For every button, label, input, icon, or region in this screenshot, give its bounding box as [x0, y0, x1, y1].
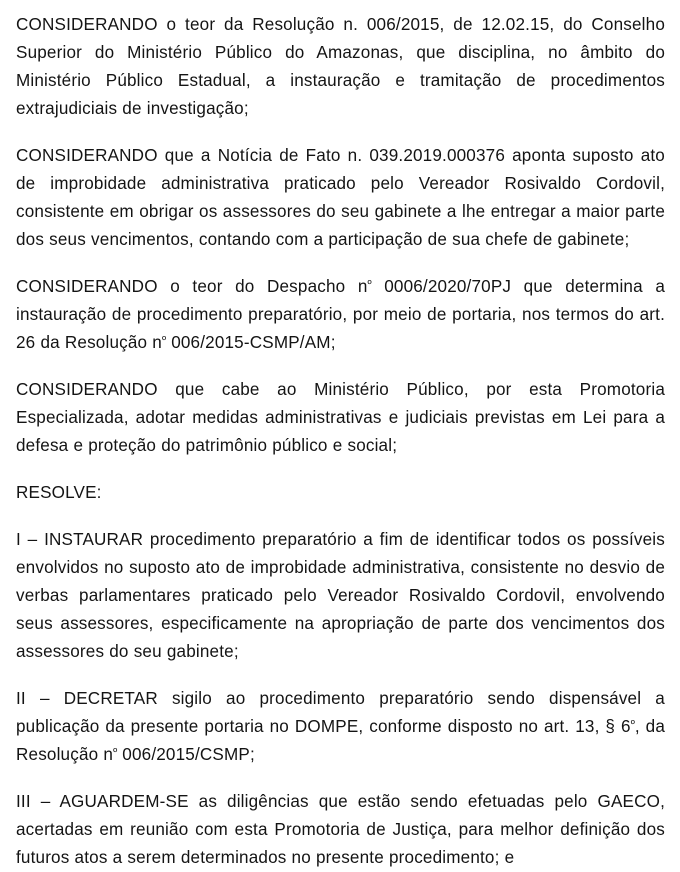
paragraph-considerando-atribuicao: CONSIDERANDO que cabe ao Ministério Público, por esta Promotoria Especializada, adotar medidas administrativas e judiciais previstas em Lei para a defesa e proteção do patrimônio público e social; — [16, 380, 665, 455]
paragraph-considerando-resolucao-006-2015: CONSIDERANDO o teor da Resolução n. 006/2015, de 12.02.15, do Conselho Superior do Ministério Público do Amazonas, que disciplina, no âmbito do Ministério Público Estadual, a instauração e tramitação de procedimentos extrajudiciais de investigação; — [16, 15, 665, 118]
item-ii-text-lead: II – DECRETAR sigilo ao procedimento preparatório sendo dispensável a publicação da presente portaria no DOMPE, conforme disposto no art. 13, § 6 — [16, 689, 665, 736]
resolve-heading: RESOLVE: — [16, 483, 102, 502]
paragraph-considerando-noticia-de-fato: CONSIDERANDO que a Notícia de Fato n. 039.2019.000376 aponta suposto ato de improbidade administrativa praticado pelo Vereador Rosivaldo Cordovil, consistente em obrigar os assessores do seu gabinete a lhe entregar a maior parte dos seus vencimentos, contando com a participação de sua chefe de gabinete; — [16, 146, 665, 249]
despacho-text-middle: 0006/2020/70PJ que determina a instauração de procedimento preparatório, por meio de portaria, nos termos do art. 26 da Resolução n — [16, 277, 665, 352]
paragraph-item-ii-decretar — [16, 685, 665, 769]
paragraph-item-iii-aguardem-se: III – AGUARDEM-SE as diligências que estão sendo efetuadas pelo GAECO, acertadas em reunião com esta Promotoria de Justiça, para melhor definição dos futuros atos a serem determinados no presente procedimento; e — [16, 792, 665, 867]
paragraph-considerando-despacho — [16, 273, 665, 357]
ordinal-indicator-icon: º — [367, 278, 372, 291]
ordinal-indicator-icon: º — [113, 746, 118, 759]
paragraph-item-i-instaurar: I – INSTAURAR procedimento preparatório a fim de identificar todos os possíveis envolvidos no suposto ato de improbidade administrativa, consistente no desvio de verbas parlamentares praticado pelo Vereador Rosivaldo Cordovil, envolvendo seus assessores, especificamente na apropriação de parte dos vencimentos dos assessores do seu gabinete; — [16, 530, 665, 661]
item-ii-text-middle: , da Resolução n — [16, 717, 665, 764]
ordinal-indicator-icon: º — [630, 718, 635, 731]
despacho-text-tail: 006/2015-CSMP/AM; — [166, 333, 336, 352]
ordinal-indicator-icon: º — [161, 334, 167, 347]
despacho-text-lead: CONSIDERANDO o teor do Despacho n — [16, 277, 368, 296]
item-ii-text-tail: 006/2015/CSMP; — [117, 745, 255, 764]
document-body — [16, 11, 665, 872]
